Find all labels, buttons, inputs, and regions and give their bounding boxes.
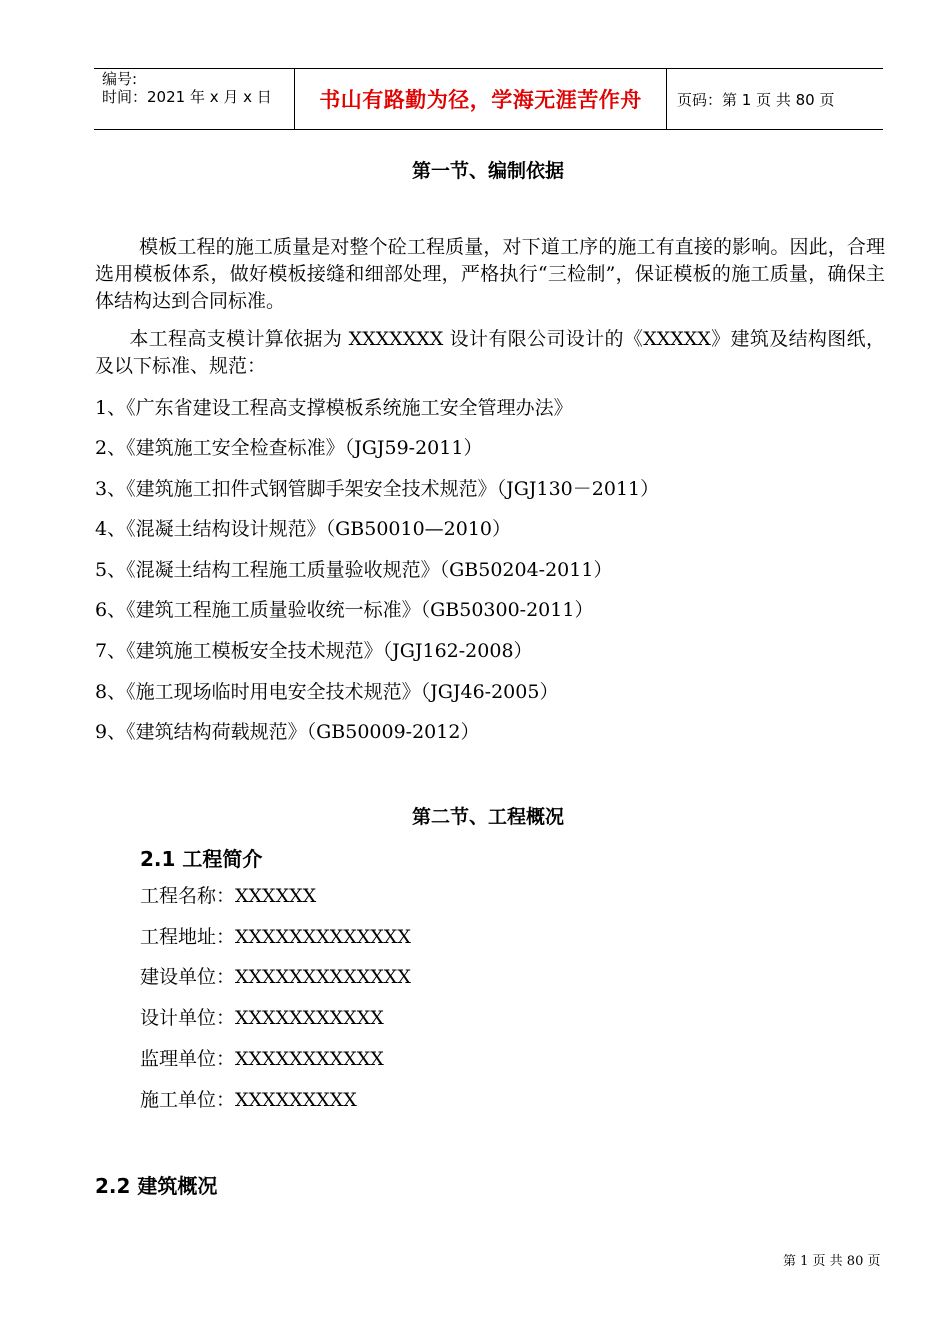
reference-item: 1、《广东省建设工程高支撑模板系统施工安全管理办法》	[95, 397, 573, 419]
project-info-item: 工程名称：XXXXXX	[140, 885, 317, 907]
reference-item: 6、《建筑工程施工质量验收统一标准》（GB50300-2011）	[95, 599, 594, 621]
subsection-2-2-heading: 2.2 建筑概况	[95, 1174, 218, 1198]
project-info-item: 施工单位：XXXXXXXXX	[140, 1089, 357, 1111]
page-header-table	[94, 68, 883, 130]
document-time-label: 时间：2021 年 x 月 x 日	[102, 88, 272, 106]
document-number-label: 编号:	[102, 70, 138, 88]
subsection-2-1-heading: 2.1 工程简介	[140, 847, 263, 871]
reference-item: 3、《建筑施工扣件式钢管脚手架安全技术规范》（JGJ130－2011）	[95, 478, 660, 500]
reference-item: 8、《施工现场临时用电安全技术规范》（JGJ46-2005）	[95, 681, 559, 703]
header-right-cell	[667, 69, 883, 129]
reference-item: 5、《混凝土结构工程施工质量验收规范》（GB50204-2011）	[95, 559, 613, 581]
header-middle-cell	[295, 69, 667, 129]
reference-item: 9、《建筑结构荷载规范》（GB50009-2012）	[95, 721, 480, 743]
project-info-item: 工程地址：XXXXXXXXXXXXX	[140, 926, 411, 948]
page-footer-number: 第 1 页 共 80 页	[783, 1254, 881, 1269]
section1-paragraph-2-text: 本工程高支模计算依据为 XXXXXXX 设计有限公司设计的《XXXXX》建筑及结构图纸，及以下标准、规范：	[95, 328, 885, 377]
reference-item: 7、《建筑施工模板安全技术规范》（JGJ162-2008）	[95, 640, 533, 662]
project-info-item: 建设单位：XXXXXXXXXXXXX	[140, 966, 411, 988]
header-page-label: 页码：第 1 页 共 80 页	[677, 90, 835, 109]
section1-paragraph-2	[95, 326, 885, 380]
reference-item: 2、《建筑施工安全检查标准》（JGJ59-2011）	[95, 437, 483, 459]
project-info-item: 设计单位：XXXXXXXXXXX	[140, 1007, 384, 1029]
project-info-item: 监理单位：XXXXXXXXXXX	[140, 1048, 384, 1070]
section1-paragraph-1	[95, 234, 885, 315]
section2-title: 第二节、工程概况	[411, 806, 564, 828]
reference-item: 4、《混凝土结构设计规范》（GB50010—2010）	[95, 518, 512, 540]
header-motto: 书山有路勤为径，学海无涯苦作舟	[319, 88, 642, 112]
header-left-cell	[94, 69, 295, 129]
section1-title: 第一节、编制依据	[411, 160, 564, 182]
section1-paragraph-1-text: 模板工程的施工质量是对整个砼工程质量，对下道工序的施工有直接的影响。因此，合理选用模板体系，做好模板接缝和细部处理，严格执行“三检制”，保证模板的施工质量，确保主体结构达到合同标准。	[95, 236, 885, 312]
